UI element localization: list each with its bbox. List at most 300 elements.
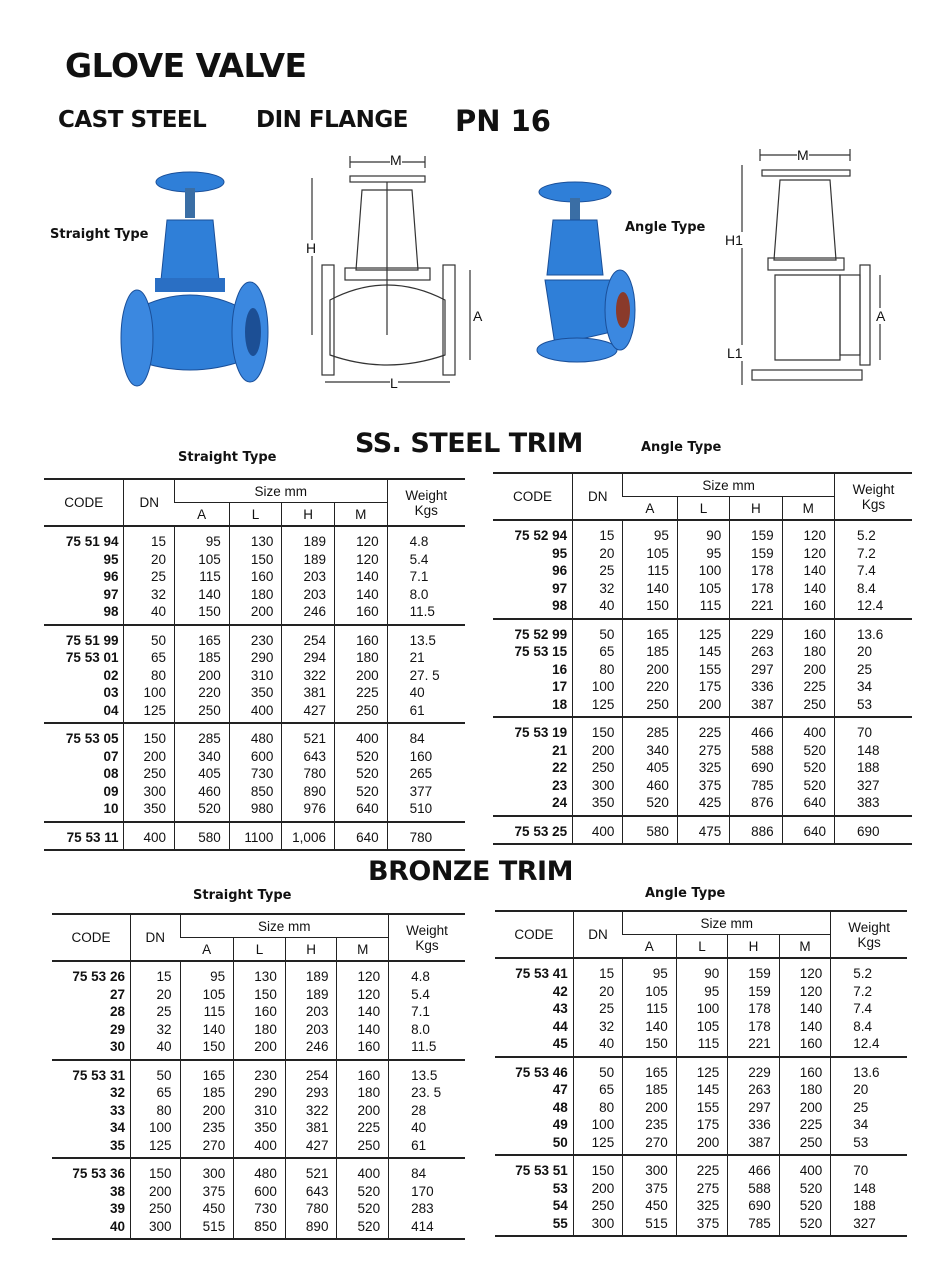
header-weight — [834, 473, 912, 520]
cell-dn: 20 — [124, 551, 175, 569]
header-weight-label: Weight — [405, 487, 448, 503]
dim-a-label: A — [473, 308, 483, 324]
cell-dn: 80 — [124, 667, 175, 685]
straight-type-image-label: Straight Type — [50, 227, 149, 242]
cell-a: 105 — [175, 551, 230, 569]
cell-code: 54 — [552, 1198, 568, 1214]
cell-h: 229 — [728, 1057, 780, 1082]
cell-weight: 414 — [389, 1218, 465, 1240]
table-row — [495, 983, 907, 1001]
cell-l: 125 — [676, 1057, 728, 1082]
cell-h: 189 — [285, 961, 337, 986]
cell-dn: 300 — [573, 777, 623, 795]
cell-a: 115 — [175, 568, 230, 586]
cell-l: 1100 — [229, 822, 282, 851]
header-size-mm: Size mm — [623, 911, 831, 935]
table-row — [493, 816, 912, 845]
cell-m: 140 — [782, 562, 834, 580]
cell-dn: 125 — [130, 1137, 180, 1159]
cell-weight: 7.1 — [387, 568, 465, 586]
table-row — [44, 551, 465, 569]
material-label: CAST STEEL — [58, 107, 207, 133]
cell-weight: 7.4 — [831, 1000, 907, 1018]
cell-dn: 80 — [573, 661, 623, 679]
cell-weight: 265 — [387, 765, 465, 783]
cell-a: 95 — [623, 958, 677, 983]
cell-code: 32 — [109, 1085, 125, 1101]
table-row — [44, 800, 465, 822]
cell-m: 520 — [779, 1180, 831, 1198]
cell-a: 105 — [623, 983, 677, 1001]
cell-code: 98 — [44, 603, 124, 625]
cell-code: 75 53 31 — [72, 1067, 125, 1083]
cell-l: 145 — [676, 1081, 728, 1099]
cell-l: 160 — [234, 1003, 286, 1021]
cell-code: 10 — [44, 800, 124, 822]
cell-m: 160 — [782, 597, 834, 619]
cell-h: 263 — [728, 1081, 780, 1099]
cell-weight: 40 — [387, 684, 465, 702]
cell-l: 125 — [677, 619, 729, 644]
cell-dn: 65 — [573, 1081, 622, 1099]
cell-m: 200 — [337, 1102, 389, 1120]
cell-l: 375 — [677, 777, 729, 795]
cell-dn: 20 — [130, 986, 180, 1004]
cell-weight: 5.4 — [387, 551, 465, 569]
cell-l: 290 — [229, 649, 282, 667]
cell-dn: 20 — [573, 983, 622, 1001]
cell-dn: 300 — [124, 783, 175, 801]
cell-weight: 11.5 — [387, 603, 465, 625]
cell-dn: 50 — [130, 1060, 180, 1085]
cell-m: 120 — [337, 961, 389, 986]
cell-weight: 84 — [389, 1158, 465, 1183]
cell-a: 460 — [175, 783, 230, 801]
cell-h: 521 — [282, 723, 335, 748]
cell-l: 850 — [229, 783, 282, 801]
cell-l: 400 — [229, 702, 282, 724]
cell-l: 350 — [229, 684, 282, 702]
table-row — [495, 1057, 907, 1082]
cell-l: 480 — [229, 723, 282, 748]
cell-dn: 200 — [573, 742, 623, 760]
cell-weight: 20 — [834, 643, 912, 661]
cell-a: 95 — [623, 520, 677, 545]
cell-m: 520 — [779, 1197, 831, 1215]
cell-weight: 70 — [834, 717, 912, 742]
table-row — [52, 1183, 465, 1201]
cell-code: 24 — [493, 794, 573, 816]
table-row — [44, 783, 465, 801]
table-row — [52, 961, 465, 986]
cell-dn: 50 — [573, 619, 623, 644]
header-h: H — [285, 938, 337, 962]
cell-code: 75 53 15 — [514, 644, 568, 660]
cell-a: 340 — [175, 748, 230, 766]
cell-l: 400 — [234, 1137, 286, 1159]
cell-h: 780 — [282, 765, 335, 783]
cell-dn: 50 — [124, 625, 175, 650]
header-l: L — [677, 497, 729, 521]
cell-dn: 15 — [573, 520, 623, 545]
cell-weight: 510 — [387, 800, 465, 822]
cell-code: 21 — [552, 742, 568, 758]
cell-a: 185 — [623, 1081, 677, 1099]
cell-h: 876 — [730, 794, 782, 816]
cell-weight: 383 — [834, 794, 912, 816]
cell-m: 160 — [779, 1057, 831, 1082]
cell-a: 200 — [623, 661, 677, 679]
cell-l: 90 — [677, 520, 729, 545]
cell-h: 381 — [285, 1119, 337, 1137]
cell-weight: 4.8 — [389, 961, 465, 986]
cell-dn: 25 — [130, 1003, 180, 1021]
cell-code: 07 — [103, 748, 119, 764]
cell-h: 690 — [730, 759, 782, 777]
cell-h: 588 — [728, 1180, 780, 1198]
cell-dn: 15 — [573, 958, 622, 983]
ss-straight-table — [44, 478, 465, 851]
cell-m: 160 — [782, 619, 834, 644]
cell-weight: 8.0 — [389, 1021, 465, 1039]
cell-m: 250 — [337, 1137, 389, 1159]
cell-h: 780 — [285, 1200, 337, 1218]
cell-l: 160 — [229, 568, 282, 586]
cell-l: 115 — [677, 597, 729, 619]
header-code: CODE — [495, 911, 573, 958]
cell-m: 520 — [779, 1215, 831, 1237]
cell-weight: 780 — [387, 822, 465, 851]
cell-h: 221 — [728, 1035, 780, 1057]
cell-dn: 32 — [130, 1021, 180, 1039]
table-row — [493, 777, 912, 795]
ss-angle-table — [493, 472, 912, 845]
cell-code: 44 — [552, 1018, 568, 1034]
cell-l: 105 — [676, 1018, 728, 1036]
cell-h: 229 — [730, 619, 782, 644]
header-a: A — [175, 503, 230, 527]
cell-m: 160 — [337, 1038, 389, 1060]
cell-m: 180 — [334, 649, 387, 667]
cell-weight: 148 — [834, 742, 912, 760]
cell-weight: 327 — [831, 1215, 907, 1237]
cell-h: 203 — [285, 1003, 337, 1021]
header-dn: DN — [573, 473, 623, 520]
page-title: GLOVE VALVE — [65, 46, 307, 85]
cell-h: 890 — [282, 783, 335, 801]
cell-code: 09 — [103, 783, 119, 799]
cell-code: 22 — [552, 760, 568, 776]
cell-l: 145 — [677, 643, 729, 661]
cell-code: 75 52 94 — [514, 528, 568, 544]
cell-h: 588 — [730, 742, 782, 760]
cell-code: 35 — [52, 1137, 130, 1159]
cell-dn: 25 — [573, 562, 623, 580]
bronze-trim-heading: BRONZE TRIM — [368, 856, 573, 887]
cell-m: 200 — [779, 1099, 831, 1117]
cell-weight: 5.2 — [834, 520, 912, 545]
cell-l: 310 — [229, 667, 282, 685]
dim-l1-label: L1 — [727, 345, 743, 361]
table-row — [493, 696, 912, 718]
cell-l: 230 — [229, 625, 282, 650]
cell-h: 466 — [730, 717, 782, 742]
cell-code: 43 — [552, 1001, 568, 1017]
cell-h: 189 — [282, 526, 335, 551]
cell-l: 130 — [229, 526, 282, 551]
table-row — [44, 649, 465, 667]
table-row — [44, 702, 465, 724]
cell-l: 200 — [234, 1038, 286, 1060]
cell-m: 640 — [334, 822, 387, 851]
cell-weight: 25 — [831, 1099, 907, 1117]
cell-a: 270 — [180, 1137, 234, 1159]
cell-weight: 7.2 — [831, 983, 907, 1001]
cell-dn: 350 — [124, 800, 175, 822]
cell-weight: 84 — [387, 723, 465, 748]
cell-dn: 40 — [124, 603, 175, 625]
cell-dn: 32 — [124, 586, 175, 604]
cell-a: 150 — [180, 1038, 234, 1060]
table-row — [493, 580, 912, 598]
cell-l: 100 — [676, 1000, 728, 1018]
cell-l: 290 — [234, 1084, 286, 1102]
cell-weight: 188 — [834, 759, 912, 777]
cell-weight: 23. 5 — [389, 1084, 465, 1102]
cell-l: 475 — [677, 816, 729, 845]
header-h: H — [728, 935, 780, 959]
table-row — [495, 1215, 907, 1237]
table-row — [52, 1158, 465, 1183]
cell-m: 200 — [782, 661, 834, 679]
cell-code: 17 — [552, 679, 568, 695]
header-weight-unit: Kgs — [861, 496, 886, 512]
cell-code: 42 — [552, 983, 568, 999]
cell-a: 460 — [623, 777, 677, 795]
table-row — [44, 748, 465, 766]
cell-l: 310 — [234, 1102, 286, 1120]
table-row — [493, 678, 912, 696]
cell-a: 105 — [180, 986, 234, 1004]
header-weight-label: Weight — [406, 922, 448, 938]
cell-a: 300 — [180, 1158, 234, 1183]
cell-h: 886 — [730, 816, 782, 845]
cell-code: 03 — [103, 685, 119, 701]
table-row — [52, 1021, 465, 1039]
cell-code: 27 — [109, 986, 125, 1002]
header-weight — [387, 479, 465, 526]
cell-weight: 21 — [387, 649, 465, 667]
dim-m-label-angle: M — [797, 147, 809, 163]
table-row — [52, 1003, 465, 1021]
table-row — [44, 765, 465, 783]
table-row — [52, 1137, 465, 1159]
table-row — [493, 643, 912, 661]
cell-m: 640 — [334, 800, 387, 822]
pressure-label: PN 16 — [455, 104, 551, 138]
cell-m: 160 — [334, 603, 387, 625]
cell-h: 178 — [728, 1018, 780, 1036]
cell-dn: 125 — [573, 1134, 622, 1156]
cell-a: 105 — [623, 545, 677, 563]
cell-h: 254 — [285, 1060, 337, 1085]
dim-l-label: L — [390, 375, 398, 391]
cell-code: 39 — [109, 1201, 125, 1217]
cell-m: 120 — [334, 526, 387, 551]
cell-dn: 250 — [573, 759, 623, 777]
cell-l: 130 — [234, 961, 286, 986]
cell-dn: 300 — [130, 1218, 180, 1240]
dim-h1-label: H1 — [725, 232, 743, 248]
table-row — [52, 1060, 465, 1085]
table-row — [44, 586, 465, 604]
cell-a: 580 — [623, 816, 677, 845]
cell-m: 250 — [779, 1134, 831, 1156]
cell-dn: 150 — [130, 1158, 180, 1183]
ss-angle-type-label: Angle Type — [641, 440, 722, 455]
cell-weight: 7.2 — [834, 545, 912, 563]
cell-weight: 5.4 — [389, 986, 465, 1004]
table-row — [493, 597, 912, 619]
cell-a: 200 — [175, 667, 230, 685]
cell-m: 225 — [337, 1119, 389, 1137]
cell-h: 293 — [285, 1084, 337, 1102]
cell-dn: 100 — [130, 1119, 180, 1137]
cell-code: 75 53 01 — [65, 650, 119, 666]
header-l: L — [676, 935, 728, 959]
cell-l: 155 — [677, 661, 729, 679]
cell-a: 165 — [623, 1057, 677, 1082]
cell-dn: 250 — [130, 1200, 180, 1218]
header-dn: DN — [130, 914, 180, 961]
cell-m: 160 — [337, 1060, 389, 1085]
cell-code: 40 — [52, 1218, 130, 1240]
cell-a: 285 — [175, 723, 230, 748]
cell-h: 178 — [730, 562, 782, 580]
cell-h: 189 — [285, 986, 337, 1004]
cell-code: 95 — [103, 551, 119, 567]
cell-code: 48 — [552, 1099, 568, 1115]
cell-weight: 160 — [387, 748, 465, 766]
cell-weight: 7.4 — [834, 562, 912, 580]
cell-a: 405 — [175, 765, 230, 783]
cell-h: 246 — [282, 603, 335, 625]
cell-h: 189 — [282, 551, 335, 569]
cell-code: 75 53 19 — [514, 725, 568, 741]
cell-l: 150 — [229, 551, 282, 569]
cell-weight: 327 — [834, 777, 912, 795]
cell-a: 95 — [180, 961, 234, 986]
cell-dn: 100 — [573, 678, 623, 696]
cell-code: 23 — [552, 777, 568, 793]
cell-weight: 12.4 — [834, 597, 912, 619]
cell-dn: 80 — [573, 1099, 622, 1117]
cell-code: 75 52 99 — [514, 626, 568, 642]
table-row — [495, 1155, 907, 1180]
cell-a: 150 — [175, 603, 230, 625]
cell-l: 600 — [234, 1183, 286, 1201]
cell-dn: 50 — [573, 1057, 622, 1082]
cell-dn: 150 — [573, 717, 623, 742]
header-dn: DN — [124, 479, 175, 526]
cell-m: 520 — [334, 765, 387, 783]
cell-l: 275 — [676, 1180, 728, 1198]
header-size-mm: Size mm — [175, 479, 388, 503]
cell-m: 140 — [782, 580, 834, 598]
cell-code: 53 — [552, 1180, 568, 1196]
cell-h: 387 — [730, 696, 782, 718]
cell-a: 115 — [623, 1000, 677, 1018]
cell-m: 225 — [782, 678, 834, 696]
cell-h: 159 — [730, 545, 782, 563]
cell-m: 180 — [337, 1084, 389, 1102]
cell-code: 75 53 25 — [493, 816, 573, 845]
cell-a: 115 — [623, 562, 677, 580]
cell-code: 75 51 99 — [65, 632, 119, 648]
table-row — [44, 684, 465, 702]
cell-h: 203 — [285, 1021, 337, 1039]
table-row — [493, 619, 912, 644]
cell-m: 225 — [779, 1116, 831, 1134]
cell-weight: 8.0 — [387, 586, 465, 604]
cell-l: 95 — [677, 545, 729, 563]
table-row — [44, 568, 465, 586]
cell-m: 520 — [782, 777, 834, 795]
table-row — [52, 1200, 465, 1218]
cell-weight: 8.4 — [831, 1018, 907, 1036]
cell-a: 200 — [180, 1102, 234, 1120]
cell-dn: 200 — [124, 748, 175, 766]
cell-l: 225 — [676, 1155, 728, 1180]
table-row — [493, 717, 912, 742]
table-row — [52, 1218, 465, 1240]
cell-l: 730 — [234, 1200, 286, 1218]
cell-code: 75 53 51 — [515, 1163, 568, 1179]
cell-h: 297 — [728, 1099, 780, 1117]
cell-dn: 150 — [573, 1155, 622, 1180]
cell-a: 95 — [175, 526, 230, 551]
header-weight — [389, 914, 465, 961]
cell-h: 336 — [730, 678, 782, 696]
table-row — [493, 759, 912, 777]
cell-l: 225 — [677, 717, 729, 742]
header-size-mm: Size mm — [180, 914, 389, 938]
cell-dn: 350 — [573, 794, 623, 816]
cell-a: 450 — [180, 1200, 234, 1218]
cell-l: 375 — [676, 1215, 728, 1237]
header-m: M — [337, 938, 389, 962]
cell-l: 105 — [677, 580, 729, 598]
cell-l: 95 — [676, 983, 728, 1001]
cell-dn: 65 — [573, 643, 623, 661]
cell-dn: 125 — [124, 702, 175, 724]
cell-code: 38 — [109, 1183, 125, 1199]
header-h: H — [730, 497, 782, 521]
cell-dn: 250 — [124, 765, 175, 783]
cell-a: 250 — [623, 696, 677, 718]
cell-h: 159 — [728, 983, 780, 1001]
cell-l: 180 — [234, 1021, 286, 1039]
cell-weight: 34 — [831, 1116, 907, 1134]
cell-h: 521 — [285, 1158, 337, 1183]
cell-weight: 377 — [387, 783, 465, 801]
cell-weight: 5.2 — [831, 958, 907, 983]
cell-a: 140 — [623, 1018, 677, 1036]
ss-steel-trim-heading: SS. STEEL TRIM — [355, 428, 583, 459]
header-m: M — [334, 503, 387, 527]
cell-code: 30 — [52, 1038, 130, 1060]
cell-m: 140 — [334, 568, 387, 586]
